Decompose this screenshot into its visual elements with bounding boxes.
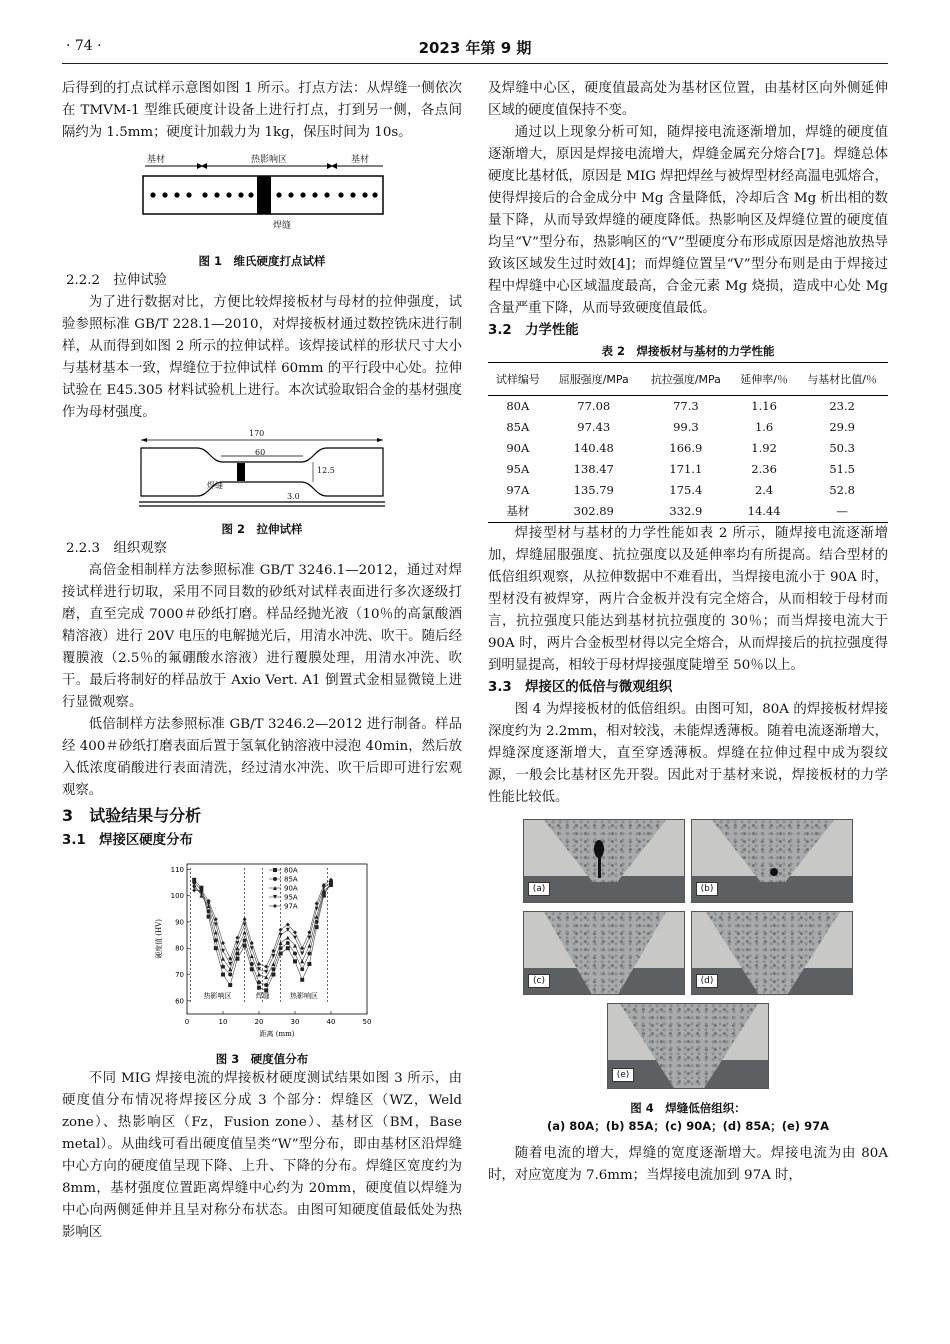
paragraph: 为了进行数据对比，方便比较焊接板材与母材的拉伸强度，试验参照标准 GB/T 228.1—2010，对焊接板材通过数控铣床进行制样，从而得到如图 2 所示的拉伸试样。该焊接试样的形状尺寸大小与基材基本一致，焊缝位于拉伸试样 60mm 的平行段中心处。拉伸试验在 E45.305 材料试验机上进行。本次试验取铝合金的基材强度作为母材强度。 — [62, 295, 462, 420]
data-point — [243, 938, 247, 942]
table-header: 延伸率/％ — [732, 363, 796, 396]
data-point — [307, 951, 311, 955]
page-number: · 74 · — [66, 38, 102, 54]
data-point — [264, 983, 268, 987]
figure-4 — [523, 819, 853, 1239]
x-tick-label: 10 — [218, 1018, 228, 1026]
section-2-2-3: 2.2.3 组织观察 — [66, 541, 168, 556]
x-tick-label: 50 — [362, 1018, 372, 1026]
right-column — [488, 78, 888, 1187]
legend-label: 90A — [284, 884, 298, 893]
y-tick-label: 80 — [175, 944, 184, 953]
data-point — [293, 936, 297, 940]
table-cell: 175.4 — [669, 483, 703, 497]
figure-3-caption: 图 3 硬度值分布 — [215, 1052, 309, 1066]
data-point — [264, 988, 268, 992]
table-cell: 85A — [506, 420, 530, 434]
micrograph-a — [523, 819, 685, 903]
table-cell: 97.43 — [577, 420, 611, 434]
table-cell: 29.9 — [829, 420, 855, 434]
paragraph: 焊接型材与基材的力学性能如表 2 所示，随焊接电流逐渐增加，焊缝屈服强度、抗拉强度以及延伸率均有所提高。结合型材的低倍组织观察，从拉伸数据中不难看出，当焊接电流小于 90A 时，型材没有被焊穿，两片合金板并没有完全熔合，从而相较于母材而言，抗拉强度只能达到基材抗拉强度的 30％；而当焊接电流大于 90A 时，两片合金板型材得以完全熔合，从而焊接后的抗拉强度得到明显提高，相较于母材焊接强度陡增至 50％以上。 — [488, 526, 888, 673]
figure-3 — [147, 856, 377, 1046]
paragraph: 后得到的打点试样示意图如图 1 所示。打点方法：从焊缝一侧依次在 TMVM-1 型维氏硬度计设备上进行打点，打到另一侧，各点间隔约为 1.5mm；硬度计加载力为 1kg，保压时间为 10s。 — [62, 81, 462, 140]
zone-label: 热影响区 — [203, 992, 232, 1001]
fig2-label-weld: 焊缝 — [207, 481, 223, 490]
data-point — [271, 954, 275, 958]
data-point — [293, 959, 297, 963]
crack-line — [598, 856, 601, 878]
data-point — [257, 973, 261, 977]
table-cell: — — [796, 501, 888, 523]
mechanical-properties-table — [488, 362, 888, 523]
legend-label: 85A — [284, 875, 298, 884]
zone-label: 焊缝 — [255, 992, 270, 1001]
data-point — [300, 959, 304, 963]
micrograph-d — [691, 911, 853, 995]
table-cell: 14.44 — [732, 501, 796, 523]
micrograph-label: (e) — [612, 1068, 634, 1082]
x-axis-label: 距离 (mm) — [259, 1030, 295, 1038]
table-cell: 95A — [506, 462, 530, 476]
journal-issue: 2023 年第 9 期 — [418, 39, 532, 57]
data-point — [221, 973, 225, 977]
data-point — [264, 970, 268, 974]
fig2-dim-thick: 3.0 — [287, 492, 300, 501]
hardness-indent-diagram — [137, 152, 387, 248]
legend-label: 80A — [284, 866, 298, 875]
table-cell: 77.3 — [673, 399, 699, 413]
data-point — [221, 941, 225, 945]
table-cell: 135.79 — [573, 483, 614, 497]
micrograph-label: (c) — [528, 974, 550, 988]
table-cell: 302.89 — [548, 501, 640, 523]
data-point — [273, 877, 277, 881]
table-2-caption: 表 2 焊接板材与基材的力学性能 — [601, 344, 775, 358]
fig1-label-base-right: 基材 — [351, 155, 370, 165]
y-tick-label: 110 — [170, 865, 184, 874]
fig2-dim-width: 12.5 — [317, 466, 335, 475]
data-point — [264, 965, 268, 969]
y-tick-label: 90 — [175, 918, 184, 927]
fig1-label-haz: 热影响区 — [251, 155, 288, 165]
data-point — [300, 946, 304, 950]
paragraph: 高倍金相制样方法参照标准 GB/T 3246.1—2012，通过对焊接试样进行切取，采用不同目数的砂纸对试样表面进行多次逐级打磨，直至完成 7000＃砂纸打磨。样品经抛光液（10％的高氯酸酒精溶液）进行 20V 电压的电解抛光后，用清水冲洗、吹干。随后经覆膜液（2.5％的氟硼酸水溶液）进行覆膜处理，用清水冲洗、吹干。最后将制好的样品放于 Axio Vert. A1 倒置式金相显微镜上进行显微观察。 — [62, 563, 462, 710]
table-cell: 52.8 — [829, 483, 855, 497]
data-point — [264, 975, 268, 979]
micrograph-label: (d) — [696, 974, 718, 988]
paragraph: 低倍制样方法参照标准 GB/T 3246.2—2012 进行制备。样品经 400＃砂纸打磨表面后置于氢氧化钠溶液中浸泡 40min，然后放入低浓度硝酸进行表面清洗，经过清水冲洗、吹干后即可进行宏观观察。 — [62, 717, 462, 798]
table-cell: 77.08 — [577, 399, 611, 413]
data-point — [221, 957, 225, 961]
data-point — [228, 983, 232, 987]
table-cell: 90A — [506, 441, 530, 455]
y-tick-label: 100 — [170, 892, 184, 901]
table-header: 屈服强度/MPa — [548, 363, 640, 396]
table-cell: 1.16 — [751, 399, 777, 413]
micrograph-b — [691, 819, 853, 903]
fig2-dim-parallel: 60 — [255, 448, 266, 457]
table-row — [488, 480, 888, 501]
section-3-1-heading: 3.1 焊接区硬度分布 — [62, 833, 193, 848]
data-point — [279, 928, 283, 932]
x-tick-label: 40 — [326, 1018, 336, 1026]
table-cell: 97A — [506, 483, 530, 497]
data-point — [228, 973, 232, 977]
data-point — [279, 941, 283, 945]
x-tick-label: 30 — [290, 1018, 300, 1026]
micrograph-label: (a) — [528, 882, 550, 896]
micrograph-e — [607, 1003, 769, 1089]
table-cell: 332.9 — [640, 501, 732, 523]
data-point — [243, 930, 247, 934]
figure-4-caption-title: 图 4 焊缝低倍组织： — [630, 1101, 746, 1115]
table-cell: 80A — [506, 399, 530, 413]
paragraph: 随着电流的增大，焊缝的宽度逐渐增大。焊接电流为由 80A 时，对应宽度为 7.6mm；当焊接电流加到 97A 时， — [488, 1146, 888, 1183]
data-point — [300, 967, 304, 971]
data-point — [257, 986, 261, 990]
data-point — [286, 941, 290, 945]
table-cell: 1.6 — [754, 420, 774, 434]
data-point — [221, 949, 225, 953]
x-tick-label: 0 — [184, 1018, 190, 1026]
table-header: 抗拉强度/MPa — [640, 363, 732, 396]
table-header: 与基材比值/％ — [796, 363, 888, 396]
data-point — [250, 954, 254, 958]
table-cell: 2.36 — [751, 462, 777, 476]
table-row — [488, 459, 888, 480]
fig2-dim-total: 170 — [249, 429, 265, 438]
tensile-specimen-diagram — [137, 432, 387, 512]
figure-4-caption-items: (a) 80A；(b) 85A；(c) 90A；(d) 85A；(e) 97A — [547, 1119, 829, 1133]
paragraph: 通过以上现象分析可知，随焊接电流逐渐增加，焊缝的硬度值逐渐增大，原因是焊接电流增大，焊缝金属充分熔合[7]。焊缝总体硬度比基材低，原因是 MIG 焊把焊丝与被焊型材经高温电弧熔合，使得焊接后的合金成分中 Mg 含量降低，冷却后含 Mg 析出相的数量下降，从而导致焊缝的硬度降低。热影响区及焊缝位置的硬度值均呈“V”型分布，热影响区的“V”型硬度分布形成原因是熔池放热导致该区域发生过时效[4]；而焊缝位置呈“V”型分布则是由于焊接过程中焊缝中心区域温度最高，合金元素 Mg 烧损，造成中心处 Mg 含量严重下降，从而导致硬度值最低。 — [488, 125, 888, 316]
section-3-3-heading: 3.3 焊接区的低倍与微观组织 — [488, 680, 673, 695]
page-header — [62, 34, 888, 64]
y-tick-label: 70 — [175, 971, 184, 980]
table-cell: 138.47 — [573, 462, 614, 476]
paragraph: 不同 MIG 焊接电流的焊接板材硬度测试结果如图 3 所示，由硬度值分布情况将焊接区分成 3 个部分：焊缝区（WZ，Weld zone）、热影响区（Fz，Fusion zone）、基材区（BM，Base metal）。从曲线可看出硬度值呈类“W”型分布，即由基材区沿焊缝中心方向的硬度值呈现下降、上升、下降的分布。焊缝区宽度约为 8mm，基材强度位置距离焊缝中心约为 20mm，硬度值以焊缝为中心向两侧延伸并且呈对称分布状态。由图可知硬度值最低处为热影响区 — [62, 1071, 462, 1240]
zone-label: 热影响区 — [290, 992, 318, 1001]
figure-2 — [137, 429, 387, 512]
fig1-label-weld: 焊缝 — [273, 221, 292, 231]
table-cell: 2.4 — [754, 483, 774, 497]
figure-2-caption: 图 2 拉伸试样 — [221, 522, 303, 536]
table-cell: 1.92 — [751, 441, 777, 455]
table-row — [488, 501, 888, 523]
figure-1 — [137, 152, 387, 248]
left-column — [62, 78, 462, 1244]
data-point — [273, 904, 277, 908]
data-point — [300, 951, 304, 955]
section-2-2-2: 2.2.2 拉伸试验 — [66, 273, 168, 288]
table-header: 试样编号 — [488, 363, 548, 396]
x-tick-label: 20 — [254, 1018, 264, 1026]
data-point — [271, 962, 275, 966]
table-header-row — [488, 363, 888, 396]
data-point — [214, 946, 218, 950]
data-point — [214, 938, 218, 942]
data-point — [293, 951, 297, 955]
data-point — [271, 973, 275, 977]
paragraph: 图 4 为焊接板材的低倍组织。由图可知，80A 的焊接板材焊接深度约为 2.2mm，相对较浅，未能焊透薄板。随着电流逐渐增大，焊缝深度逐渐增大，直至穿透薄板。焊缝在拉伸过程中成为裂纹源，一般会比基材区先开裂。因此对于基材来说，焊接板材的力学性能比较低。 — [488, 702, 888, 805]
table-cell: 51.5 — [829, 462, 855, 476]
data-point — [228, 967, 232, 971]
data-point — [271, 967, 275, 971]
fig1-label-base-left: 基材 — [147, 155, 166, 165]
micrograph-c — [523, 911, 685, 995]
table-cell: 166.9 — [669, 441, 703, 455]
legend-label: 95A — [284, 893, 298, 902]
data-point — [307, 962, 311, 966]
micrograph-label: (b) — [696, 882, 718, 896]
pore — [770, 868, 778, 876]
data-point — [250, 962, 254, 966]
y-axis-label: 硬度值 (HV) — [155, 919, 163, 959]
table-cell: 140.48 — [573, 441, 614, 455]
table-cell: 171.1 — [669, 462, 703, 476]
data-point — [307, 944, 311, 948]
figure-1-caption: 图 1 维氏硬度打点试样 — [198, 254, 326, 268]
table-cell: 23.2 — [829, 399, 855, 413]
y-tick-label: 60 — [175, 997, 184, 1006]
data-point — [300, 978, 304, 982]
table-row — [488, 417, 888, 438]
table-row — [488, 438, 888, 459]
section-3-heading: 3 试验结果与分析 — [62, 806, 202, 825]
paragraph: 及焊缝中心区，硬度值最高处为基材区位置，由基材区向外侧延伸区域的硬度值保持不变。 — [488, 81, 888, 118]
data-point — [257, 980, 261, 984]
data-point — [286, 946, 290, 950]
figure-4-caption — [483, 1099, 893, 1135]
section-3-2-heading: 3.2 力学性能 — [488, 323, 579, 338]
table-cell: 50.3 — [829, 441, 855, 455]
table-cell: 基材 — [488, 501, 548, 523]
legend-label: 97A — [284, 902, 298, 911]
table-cell: 99.3 — [673, 420, 699, 434]
table-row — [488, 396, 888, 418]
data-point — [221, 965, 225, 969]
data-point — [286, 936, 290, 940]
hardness-chart — [147, 856, 377, 1046]
data-point — [273, 868, 277, 872]
data-point — [243, 917, 247, 921]
data-point — [214, 930, 218, 934]
